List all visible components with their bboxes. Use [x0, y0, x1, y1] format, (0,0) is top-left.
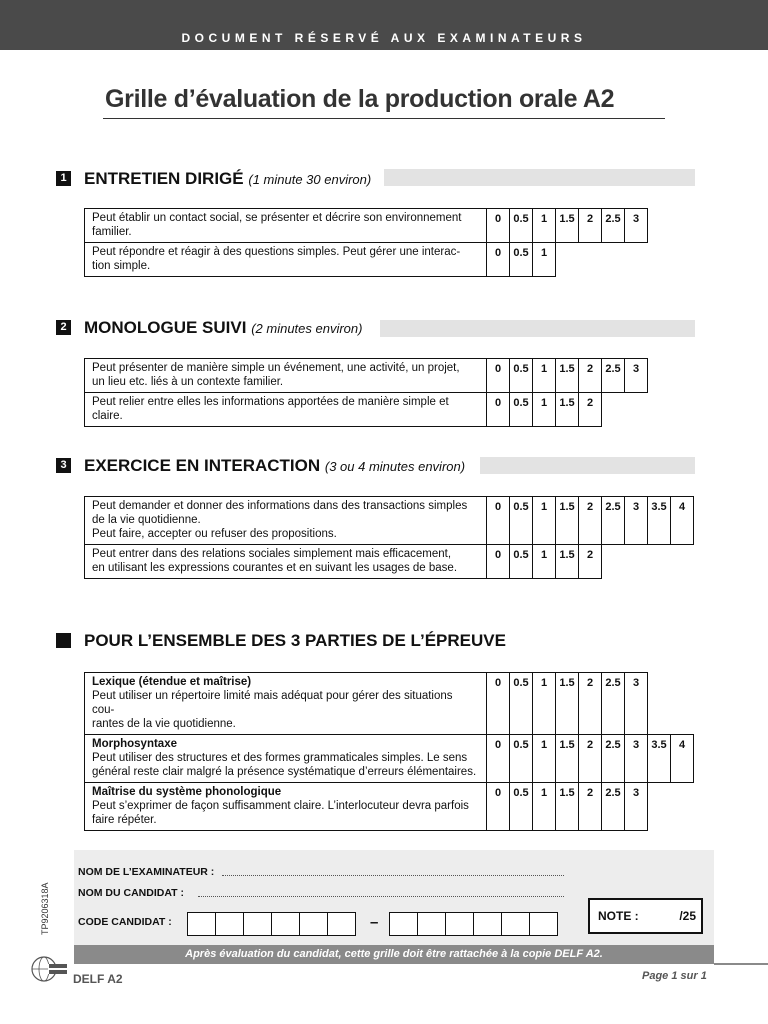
score-cell[interactable]: 2.5 — [602, 209, 625, 243]
score-cell[interactable]: 0 — [487, 209, 510, 243]
criterion-text-line: Peut répondre et réagir à des questions simples. Peut gérer une interac- — [92, 246, 461, 258]
criterion-row — [85, 209, 648, 243]
section-name: EXERCICE EN INTERACTION — [84, 456, 321, 475]
score-cell[interactable]: 2 — [579, 783, 602, 831]
code-digit-box[interactable] — [417, 912, 446, 936]
score-cell[interactable]: 3 — [625, 783, 648, 831]
score-cell[interactable]: 1 — [533, 735, 556, 783]
instruction-text: Après évaluation du candidat, cette grille doit être rattachée à la copie DELF A2. — [185, 948, 603, 960]
code-digit-box[interactable] — [215, 912, 244, 936]
bottom-rule — [714, 963, 768, 965]
exam-label: DELF A2 — [73, 972, 123, 986]
criterion-row — [85, 783, 694, 831]
code-digit-box[interactable] — [327, 912, 356, 936]
code-digit-box[interactable] — [187, 912, 216, 936]
rubric-table-1 — [84, 208, 648, 277]
section-3-header — [56, 456, 696, 476]
rubric-table-3 — [84, 496, 694, 579]
criterion-text-line: Peut présenter de manière simple un événement, une activité, un projet, — [92, 362, 460, 374]
criterion-text-line: rantes de la vie quotidienne. — [92, 718, 236, 730]
title-underline — [103, 118, 665, 119]
score-cell[interactable]: 0.5 — [510, 497, 533, 545]
score-cell[interactable]: 3 — [625, 497, 648, 545]
section-name: ENTRETIEN DIRIGÉ — [84, 169, 244, 188]
criterion-description — [85, 783, 487, 831]
criterion-text-line: Peut demander et donner des informations dans des transactions simples — [92, 500, 468, 512]
empty-cell — [648, 545, 671, 579]
score-cell[interactable]: 2.5 — [602, 673, 625, 735]
code-digit-box[interactable] — [389, 912, 418, 936]
criterion-description — [85, 243, 487, 277]
criterion-row — [85, 243, 648, 277]
criterion-row — [85, 735, 694, 783]
score-cell[interactable]: 2 — [579, 209, 602, 243]
criterion-text-line: Peut utiliser un répertoire limité mais adéquat pour gérer des situations cou- — [92, 690, 453, 716]
score-cell[interactable]: 0.5 — [510, 393, 533, 427]
score-cell[interactable]: 2 — [579, 393, 602, 427]
note-label: NOTE : — [598, 909, 639, 923]
score-cell[interactable]: 1.5 — [556, 393, 579, 427]
section-overall-header — [56, 631, 696, 651]
empty-cell — [648, 673, 671, 735]
page-title: Grille d’évaluation de la production orale A2 — [105, 85, 615, 113]
score-cell[interactable]: 1.5 — [556, 209, 579, 243]
score-cell[interactable]: 0 — [487, 673, 510, 735]
criterion-heading: Morphosyntaxe — [92, 738, 177, 750]
criterion-text-line: Peut relier entre elles les informations apportées de manière simple et claire. — [92, 396, 449, 422]
section-title — [84, 169, 371, 189]
score-cell[interactable]: 1 — [533, 243, 556, 277]
section-duration: (1 minute 30 environ) — [248, 172, 372, 187]
score-cell[interactable]: 1 — [533, 673, 556, 735]
empty-cell — [625, 545, 648, 579]
criterion-row — [85, 545, 694, 579]
criterion-description — [85, 497, 487, 545]
score-cell[interactable]: 2 — [579, 359, 602, 393]
criterion-text-line: Peut entrer dans des relations sociales simplement mais efficacement, — [92, 548, 452, 560]
section-duration: (3 ou 4 minutes environ) — [324, 459, 466, 474]
score-cell[interactable]: 1 — [533, 359, 556, 393]
banner-text: DOCUMENT RÉSERVÉ AUX EXAMINATEURS — [181, 31, 587, 45]
section-name: MONOLOGUE SUIVI — [84, 318, 247, 337]
criterion-row — [85, 497, 694, 545]
code-digit-box[interactable] — [501, 912, 530, 936]
score-cell[interactable]: 2 — [579, 545, 602, 579]
criterion-text-line: Peut s’exprimer de façon suffisamment claire. L’interlocuteur devra parfois — [92, 800, 469, 812]
score-cell[interactable]: 3 — [625, 359, 648, 393]
section-number: 2 — [56, 320, 71, 335]
score-cell[interactable]: 0 — [487, 243, 510, 277]
code-separator: – — [370, 914, 379, 931]
criterion-description — [85, 393, 487, 427]
section-bar — [384, 169, 695, 186]
score-cell[interactable]: 0 — [487, 783, 510, 831]
criterion-row — [85, 393, 648, 427]
section-bar — [380, 320, 695, 337]
score-cell[interactable]: 0.5 — [510, 243, 533, 277]
score-cell[interactable]: 0.5 — [510, 673, 533, 735]
section-1-header — [56, 169, 696, 189]
score-cell[interactable]: 1 — [533, 209, 556, 243]
delf-dalf-logo-icon — [30, 952, 70, 986]
score-cell[interactable]: 0.5 — [510, 735, 533, 783]
criterion-text-line: Peut établir un contact social, se présenter et décrire son environnement — [92, 212, 462, 224]
score-cell[interactable]: 2.5 — [602, 783, 625, 831]
section-2-header — [56, 318, 696, 338]
criterion-row — [85, 359, 648, 393]
score-cell[interactable]: 1.5 — [556, 735, 579, 783]
section-title — [84, 631, 506, 651]
code-digit-box[interactable] — [529, 912, 558, 936]
score-cell[interactable]: 3 — [625, 735, 648, 783]
score-cell[interactable]: 2 — [579, 497, 602, 545]
score-cell[interactable]: 1.5 — [556, 359, 579, 393]
code-digit-box[interactable] — [271, 912, 300, 936]
note-total: /25 — [679, 909, 696, 923]
rubric-table-2 — [84, 358, 648, 427]
criterion-description — [85, 209, 487, 243]
score-cell[interactable]: 1.5 — [556, 545, 579, 579]
section-number: 1 — [56, 171, 71, 186]
score-cell[interactable]: 1 — [533, 393, 556, 427]
score-cell[interactable]: 3.5 — [648, 735, 671, 783]
score-cell[interactable]: 0.5 — [510, 359, 533, 393]
candidate-name-field[interactable] — [198, 896, 564, 897]
score-cell[interactable]: 1 — [533, 545, 556, 579]
score-cell[interactable]: 0 — [487, 545, 510, 579]
rubric-table-overall — [84, 672, 694, 831]
score-cell[interactable]: 0.5 — [510, 783, 533, 831]
score-cell[interactable]: 1.5 — [556, 783, 579, 831]
criterion-text-line: tion simple. — [92, 260, 151, 272]
score-cell[interactable]: 2 — [579, 673, 602, 735]
criterion-description — [85, 735, 487, 783]
examiner-name-label: NOM DE L’EXAMINATEUR : — [78, 866, 215, 878]
score-cell[interactable]: 0 — [487, 359, 510, 393]
criterion-text-line: un lieu etc. liés à un contexte familier. — [92, 376, 284, 388]
empty-cell — [579, 243, 602, 277]
top-banner — [0, 0, 768, 50]
section-name: POUR L’ENSEMBLE DES 3 PARTIES DE L’ÉPREUVE — [84, 631, 506, 650]
empty-cell — [648, 783, 671, 831]
score-cell[interactable]: 3 — [625, 673, 648, 735]
instruction-bar — [74, 945, 714, 964]
score-cell[interactable]: 0.5 — [510, 209, 533, 243]
empty-cell — [625, 243, 648, 277]
criterion-description — [85, 545, 487, 579]
score-cell[interactable]: 4 — [671, 497, 694, 545]
criterion-description — [85, 673, 487, 735]
section-number: 3 — [56, 458, 71, 473]
score-cell[interactable]: 2 — [579, 735, 602, 783]
score-cell[interactable]: 3 — [625, 209, 648, 243]
score-cell[interactable]: 1.5 — [556, 673, 579, 735]
criterion-text-line: en utilisant les expressions courantes et en suivant les usages de base. — [92, 562, 458, 574]
candidate-name-label: NOM DU CANDIDAT : — [78, 887, 184, 899]
note-box[interactable] — [588, 898, 703, 934]
empty-cell — [671, 673, 694, 735]
examiner-name-field[interactable] — [222, 875, 564, 876]
score-cell[interactable]: 2.5 — [602, 359, 625, 393]
criterion-heading: Maîtrise du système phonologique — [92, 786, 282, 798]
page-number: Page 1 sur 1 — [642, 970, 707, 982]
score-cell[interactable]: 0 — [487, 497, 510, 545]
score-cell[interactable]: 0 — [487, 393, 510, 427]
score-cell[interactable]: 4 — [671, 735, 694, 783]
document-code: TP9206318A — [40, 882, 50, 935]
code-digit-box[interactable] — [473, 912, 502, 936]
section-title — [84, 318, 362, 338]
score-cell[interactable]: 2.5 — [602, 497, 625, 545]
criterion-text-line: faire répéter. — [92, 814, 157, 826]
code-digit-box[interactable] — [243, 912, 272, 936]
criterion-text-line: Peut faire, accepter ou refuser des propositions. — [92, 528, 337, 540]
candidate-code-part-2[interactable] — [389, 912, 557, 936]
section-duration: (2 minutes environ) — [251, 321, 363, 336]
candidate-code-label: CODE CANDIDAT : — [78, 916, 172, 928]
criterion-text-line: familier. — [92, 226, 132, 238]
score-cell[interactable]: 1.5 — [556, 497, 579, 545]
empty-cell — [625, 393, 648, 427]
code-digit-box[interactable] — [445, 912, 474, 936]
empty-cell — [602, 243, 625, 277]
candidate-code-part-1[interactable] — [187, 912, 355, 936]
criterion-text-line: de la vie quotidienne. — [92, 514, 201, 526]
empty-cell — [671, 783, 694, 831]
section-bar — [480, 457, 695, 474]
score-cell[interactable]: 0.5 — [510, 545, 533, 579]
score-cell[interactable]: 2.5 — [602, 735, 625, 783]
criterion-description — [85, 359, 487, 393]
score-cell[interactable]: 0 — [487, 735, 510, 783]
criterion-row — [85, 673, 694, 735]
criterion-heading: Lexique (étendue et maîtrise) — [92, 676, 252, 688]
criterion-text-line: Peut utiliser des structures et des formes grammaticales simples. Le sens — [92, 752, 468, 764]
section-square-icon — [56, 633, 71, 648]
score-cell[interactable]: 1 — [533, 783, 556, 831]
empty-cell — [556, 243, 579, 277]
empty-cell — [602, 393, 625, 427]
code-digit-box[interactable] — [299, 912, 328, 936]
empty-cell — [671, 545, 694, 579]
criterion-text-line: général reste clair malgré la présence systématique d’erreurs élémentaires. — [92, 766, 477, 778]
score-cell[interactable]: 1 — [533, 497, 556, 545]
empty-cell — [602, 545, 625, 579]
section-title — [84, 456, 465, 476]
score-cell[interactable]: 3.5 — [648, 497, 671, 545]
